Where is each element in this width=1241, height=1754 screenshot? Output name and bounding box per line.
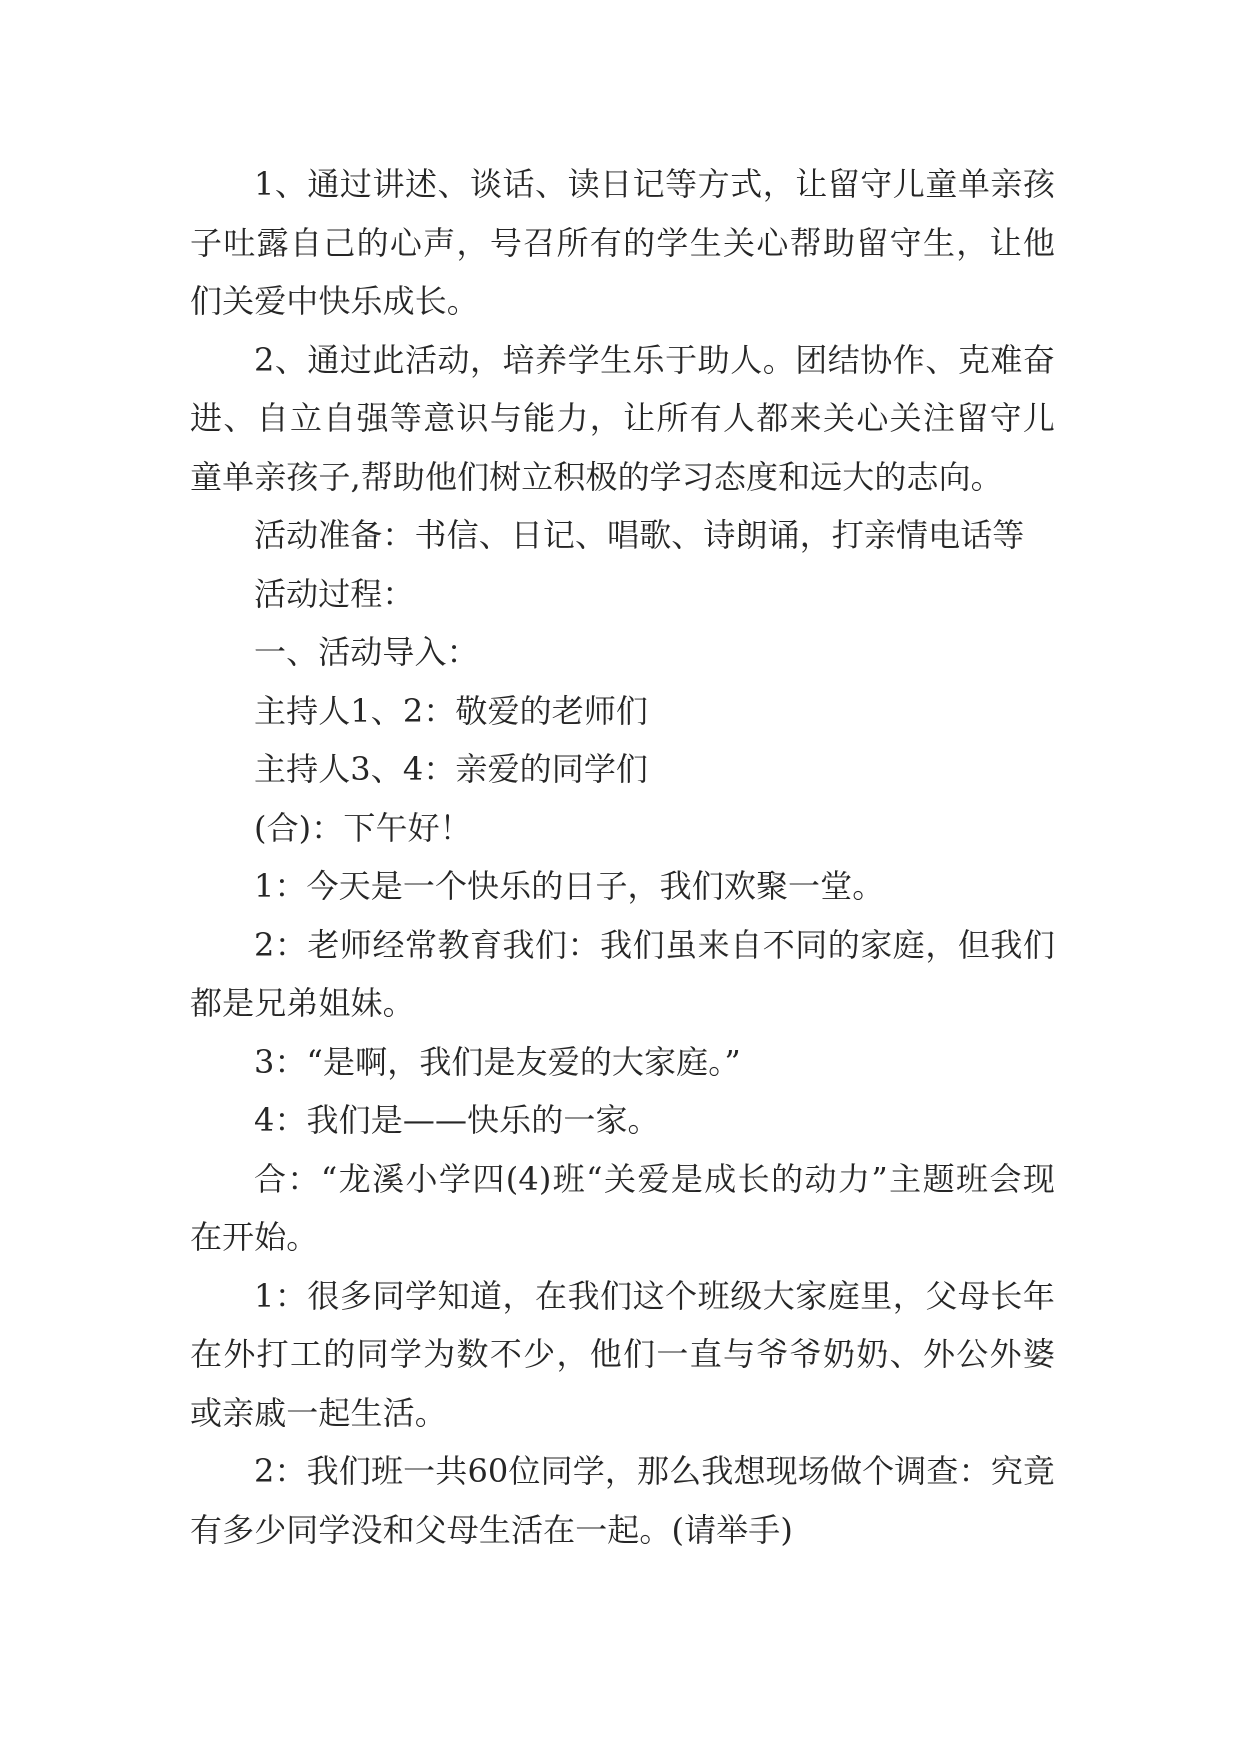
paragraph-greeting: (合)：下午好！ bbox=[254, 808, 472, 847]
paragraph-line-3: 3：“是啊，我们是友爱的大家庭。” bbox=[254, 1042, 741, 1081]
paragraph-line-2b: 2：我们班一共60位同学，那么我想现场做个调查：究竟有多少同学没和父母生活在一起。(请举手) bbox=[190, 1452, 1055, 1549]
paragraph-goal-1: 1、通过讲述、谈话、读日记等方式，让留守儿童单亲孩子吐露自己的心声，号召所有的学生关心帮助留守生，让他们关爱中快乐成长。 bbox=[190, 165, 1055, 320]
paragraph-line-1: 1：今天是一个快乐的日子，我们欢聚一堂。 bbox=[254, 867, 885, 905]
paragraph-preparation: 活动准备：书信、日记、唱歌、诗朗诵，打亲情电话等 bbox=[254, 516, 1025, 554]
paragraph-opening: 合：“龙溪小学四(4)班“关爱是成长的动力”主题班会现在开始。 bbox=[190, 1159, 1055, 1256]
paragraph-line-4: 4：我们是——快乐的一家。 bbox=[254, 1101, 660, 1139]
paragraph-line-1b: 1：很多同学知道，在我们这个班级大家庭里，父母长年在外打工的同学为数不少，他们一直与爷爷奶奶、外公外婆或亲戚一起生活。 bbox=[190, 1276, 1055, 1432]
paragraph-line-2: 2：老师经常教育我们：我们虽来自不同的家庭，但我们都是兄弟姐妹。 bbox=[190, 925, 1055, 1022]
document-body bbox=[190, 155, 1055, 1559]
paragraph-process-heading: 活动过程： bbox=[254, 574, 415, 613]
paragraph-host-1-2: 主持人1、2：敬爱的老师们 bbox=[254, 691, 649, 730]
paragraph-goal-2: 2、通过此活动，培养学生乐于助人。团结协作、克难奋进、自立自强等意识与能力，让所有人都来关心关注留守儿童单亲孩子,帮助他们树立积极的学习态度和远大的志向。 bbox=[190, 340, 1055, 496]
paragraph-section-intro: 一、活动导入： bbox=[254, 633, 479, 671]
paragraph-host-3-4: 主持人3、4：亲爱的同学们 bbox=[254, 750, 649, 788]
